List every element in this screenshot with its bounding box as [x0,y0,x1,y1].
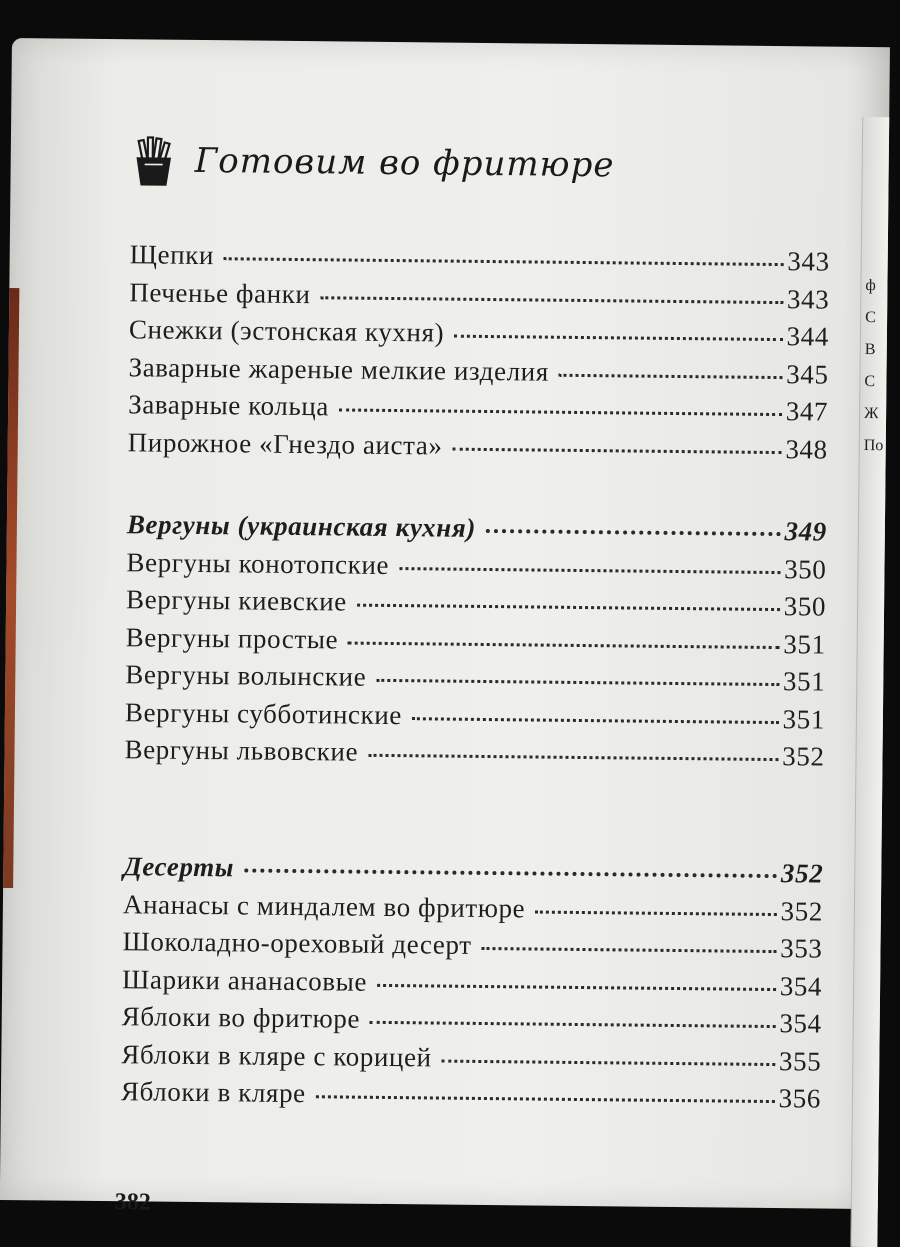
toc-group-fried-pastry [128,239,830,471]
toc-entry-title: Пирожное «Гнездо аиста» [127,426,443,461]
dot-leader [452,447,781,453]
toc-entry-title: Яблоки в кляре [120,1076,306,1109]
toc-entry-page: 352 [780,895,824,927]
toc-group-verguny [124,509,827,779]
dot-leader [399,567,780,574]
dot-leader [486,529,781,536]
toc-entry-title: Печенье фанки [129,276,311,309]
section-header [132,125,653,200]
toc-entry-page: 349 [784,516,828,547]
dot-leader [376,679,779,686]
toc-entry-title: Десерты [123,851,235,883]
toc-entry-title: Заварные кольца [128,389,330,422]
facing-page-fragment: С [864,372,876,391]
dot-leader [320,296,783,304]
page-edge-decoration [3,288,19,888]
toc-entry-page: 343 [787,246,830,277]
book-page [0,38,890,1216]
toc-entry [128,427,828,472]
toc-entry-title: Ананасы с миндалем во фритюре [122,888,526,923]
toc-entry-page: 354 [779,1008,822,1039]
toc-entry-page: 350 [783,591,827,622]
dot-leader [442,1059,775,1065]
facing-page-fragment: По [863,436,884,455]
toc-entry-page: 348 [785,433,828,465]
toc-entry-title: Щепки [129,239,215,271]
dot-leader [316,1095,775,1103]
facing-page-edge [850,117,889,1247]
toc-group-desserts [121,851,824,1121]
toc-entry-page: 347 [785,396,829,427]
dot-leader [224,257,783,266]
dot-leader [377,983,776,990]
toc-entry-page: 352 [780,858,824,889]
toc-entry-page: 355 [778,1045,822,1077]
toc-entry-title: Шоколадно-ореховый десерт [122,926,472,960]
toc-entry-page: 344 [786,321,830,352]
dot-leader [559,373,782,378]
dot-leader [348,641,779,649]
dot-leader [357,604,780,611]
dot-leader [482,947,777,953]
toc-entry-page: 351 [782,666,826,697]
toc-entry [121,1076,821,1121]
toc-entry-title: Шарики ананасовые [121,963,368,997]
french-fries-icon [132,134,175,186]
toc-entry-page: 353 [780,933,823,964]
toc-entry-page: 352 [782,741,825,772]
toc-entry-page: 351 [782,703,826,735]
toc-entry-title: Заварные жареные мелкие изделия [128,351,549,387]
toc-entry-page: 351 [783,628,826,660]
toc-entry-page: 356 [778,1083,822,1114]
section-title: Готовим во фритюре [194,140,615,186]
facing-page-fragment: С [865,308,876,327]
facing-page-fragment: В [864,340,876,359]
toc-entry-title: Вергуны конотопские [126,546,390,580]
dot-leader [370,1021,775,1028]
toc-entry-page: 354 [779,970,823,1002]
dot-leader [412,717,779,724]
toc-entry-page: 343 [786,283,830,315]
dot-leader [339,408,782,416]
facing-page-fragment: Ж [864,404,879,423]
toc-entry-title: Вергуны волынские [125,659,367,692]
dot-leader [244,868,777,878]
toc-entry-page: 345 [786,358,829,390]
toc-entry-page: 350 [784,553,827,585]
toc-entry-title: Вергуны субботинские [124,696,403,730]
facing-page-fragment: ф [865,276,876,295]
toc-entry-title: Вергуны (украинская кухня) [126,509,477,543]
dot-leader [368,754,778,761]
dot-leader [535,910,776,916]
toc-entry-title: Снежки (эстонская кухня) [128,314,445,348]
dot-leader [454,335,782,341]
toc-entry-title: Яблоки в кляре с корицей [121,1038,432,1072]
toc-entry [124,734,824,779]
toc-entry-title: Яблоки во фритюре [121,1001,361,1034]
toc-entry-title: Вергуны киевские [125,584,347,617]
toc-entry-title: Вергуны львовские [124,734,359,767]
page-number: 382 [114,1189,151,1216]
toc-entry-title: Вергуны простые [125,621,339,654]
